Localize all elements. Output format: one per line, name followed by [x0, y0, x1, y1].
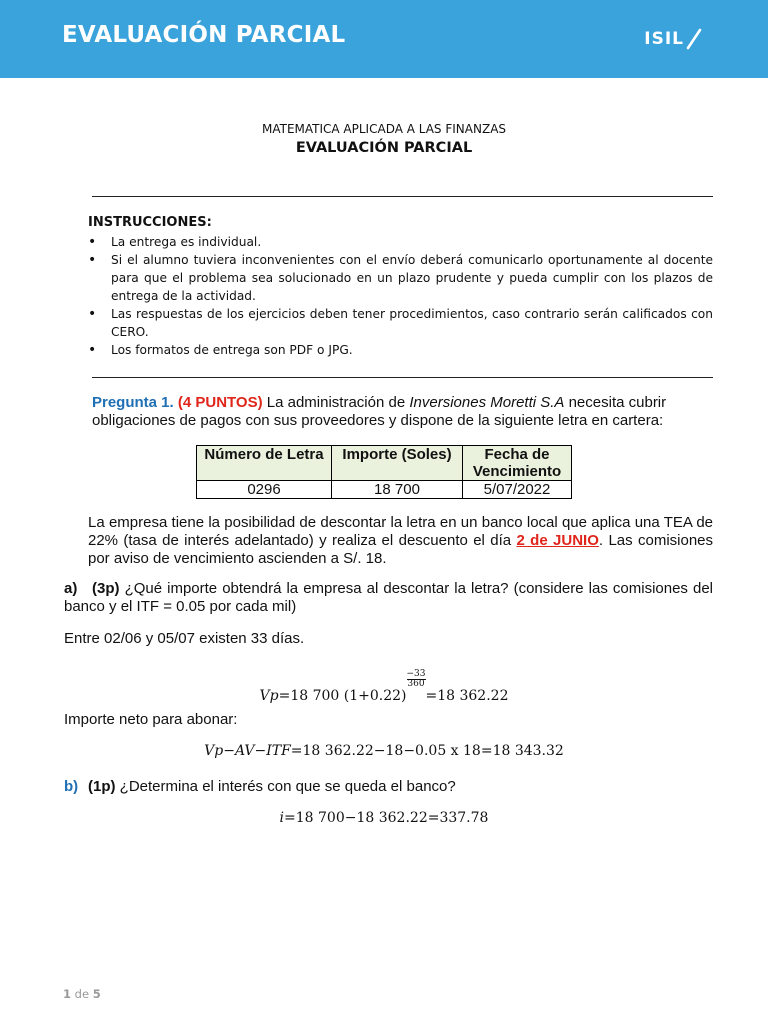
context-text-b: . Las comisiones por aviso de vencimiento ascienden a S/. 18. [88, 532, 714, 567]
formula2-lhs: Vp−AV−ITF [204, 743, 291, 759]
formula3-lhs: i [279, 810, 285, 826]
part-b-letter: b) [64, 778, 79, 795]
table-header-row [197, 446, 572, 481]
question1-points: (4 PUNTOS) [177, 394, 263, 411]
page-total: 5 [92, 987, 101, 1001]
instruction-item: • Las respuestas de los ejercicios deben tener procedimientos, caso contrario serán calificados con CERO. [88, 305, 713, 341]
part-a-question: ¿Qué importe obtendrá la empresa al descontar la letra? (considere las comisiones del banco y el ITF = 0.05 por cada mil) [64, 580, 713, 615]
formula1-base: 18 700 (1+0.22) [290, 688, 407, 704]
cell-number: 0296 [197, 481, 332, 499]
page-number [63, 987, 101, 1001]
formula-interest [0, 810, 768, 826]
document-title: EVALUACIÓN PARCIAL [295, 140, 473, 156]
question1-label: Pregunta 1. [92, 394, 174, 411]
formula3-rhs: =18 700−18 362.22=337.78 [284, 810, 489, 826]
question1-text-a: La administración de [266, 394, 406, 411]
part-a-letter: a) [64, 580, 78, 597]
instruction-item: • La entrega es individual. [88, 233, 713, 251]
part-a-points: (3p) [92, 580, 120, 597]
divider-top [92, 196, 713, 197]
slash-logo-icon [686, 28, 702, 50]
instructions-heading: INSTRUCCIONES: [88, 215, 212, 230]
page-current: 1 [63, 987, 72, 1001]
bill-table [196, 445, 572, 499]
exp-numerator: −33 [406, 669, 426, 679]
table-row [197, 481, 572, 499]
logo-text: ISIL [644, 29, 684, 49]
context-text-a: La empresa tiene la posibilidad de descontar la letra en un banco local que aplica una TEA de 22% (tasa de interés adelantado) y realiza el descuento el día [88, 514, 713, 549]
context-paragraph [88, 514, 713, 568]
header-banner [0, 0, 768, 78]
col-header-amount: Importe (Soles) [332, 446, 463, 481]
formula1-result: =18 362.22 [425, 688, 509, 704]
part-b-question: ¿Determina el interés con que se queda el banco? [119, 778, 456, 795]
days-note: Entre 02/06 y 05/07 existen 33 días. [64, 630, 305, 647]
part-b-paragraph [64, 778, 713, 796]
formula2-rhs: =18 362.22−18−0.05 x 18=18 343.32 [290, 743, 564, 759]
formula1-exponent [407, 670, 426, 689]
divider-bottom [92, 377, 713, 378]
instruction-item: • Los formatos de entrega son PDF o JPG. [88, 341, 713, 359]
formula1-lhs: Vp [259, 688, 279, 704]
part-b-points: (1p) [88, 778, 116, 795]
cell-date: 5/07/2022 [463, 481, 572, 499]
col-header-date: Fecha de Vencimiento [463, 446, 572, 481]
exp-denominator: 360 [407, 679, 425, 689]
net-amount-label: Importe neto para abonar: [64, 711, 238, 728]
instructions-list [88, 233, 713, 359]
company-name: Inversiones Moretti S.A [409, 394, 565, 411]
part-a-paragraph [64, 580, 713, 616]
course-name: MATEMATICA APLICADA A LAS FINANZAS [261, 122, 507, 136]
col-header-number: Número de Letra [197, 446, 332, 481]
formula-present-value: Vp=18 700 (1+0.22) $\frac{-33}{360}$ =18 362.22 [259, 669, 509, 704]
discount-date: 2 de JUNIO [516, 532, 599, 549]
isil-logo [644, 28, 702, 50]
instruction-item: • Si el alumno tuviera inconvenientes con el envío deberá comunicarlo oportunamente al docente para que el problema sea solucionado en un plazo prudente y pueda cumplir con los plazos de entrega de la actividad. [88, 251, 713, 305]
cell-amount: 18 700 [332, 481, 463, 499]
page-of: de [74, 987, 90, 1001]
banner-title: EVALUACIÓN PARCIAL [62, 22, 346, 48]
question1-text-b: necesita cubrir obligaciones de pagos con sus proveedores y dispone de la siguiente letra en cartera: [92, 394, 667, 429]
formula-net-amount [0, 743, 768, 759]
question1-paragraph [92, 394, 692, 430]
